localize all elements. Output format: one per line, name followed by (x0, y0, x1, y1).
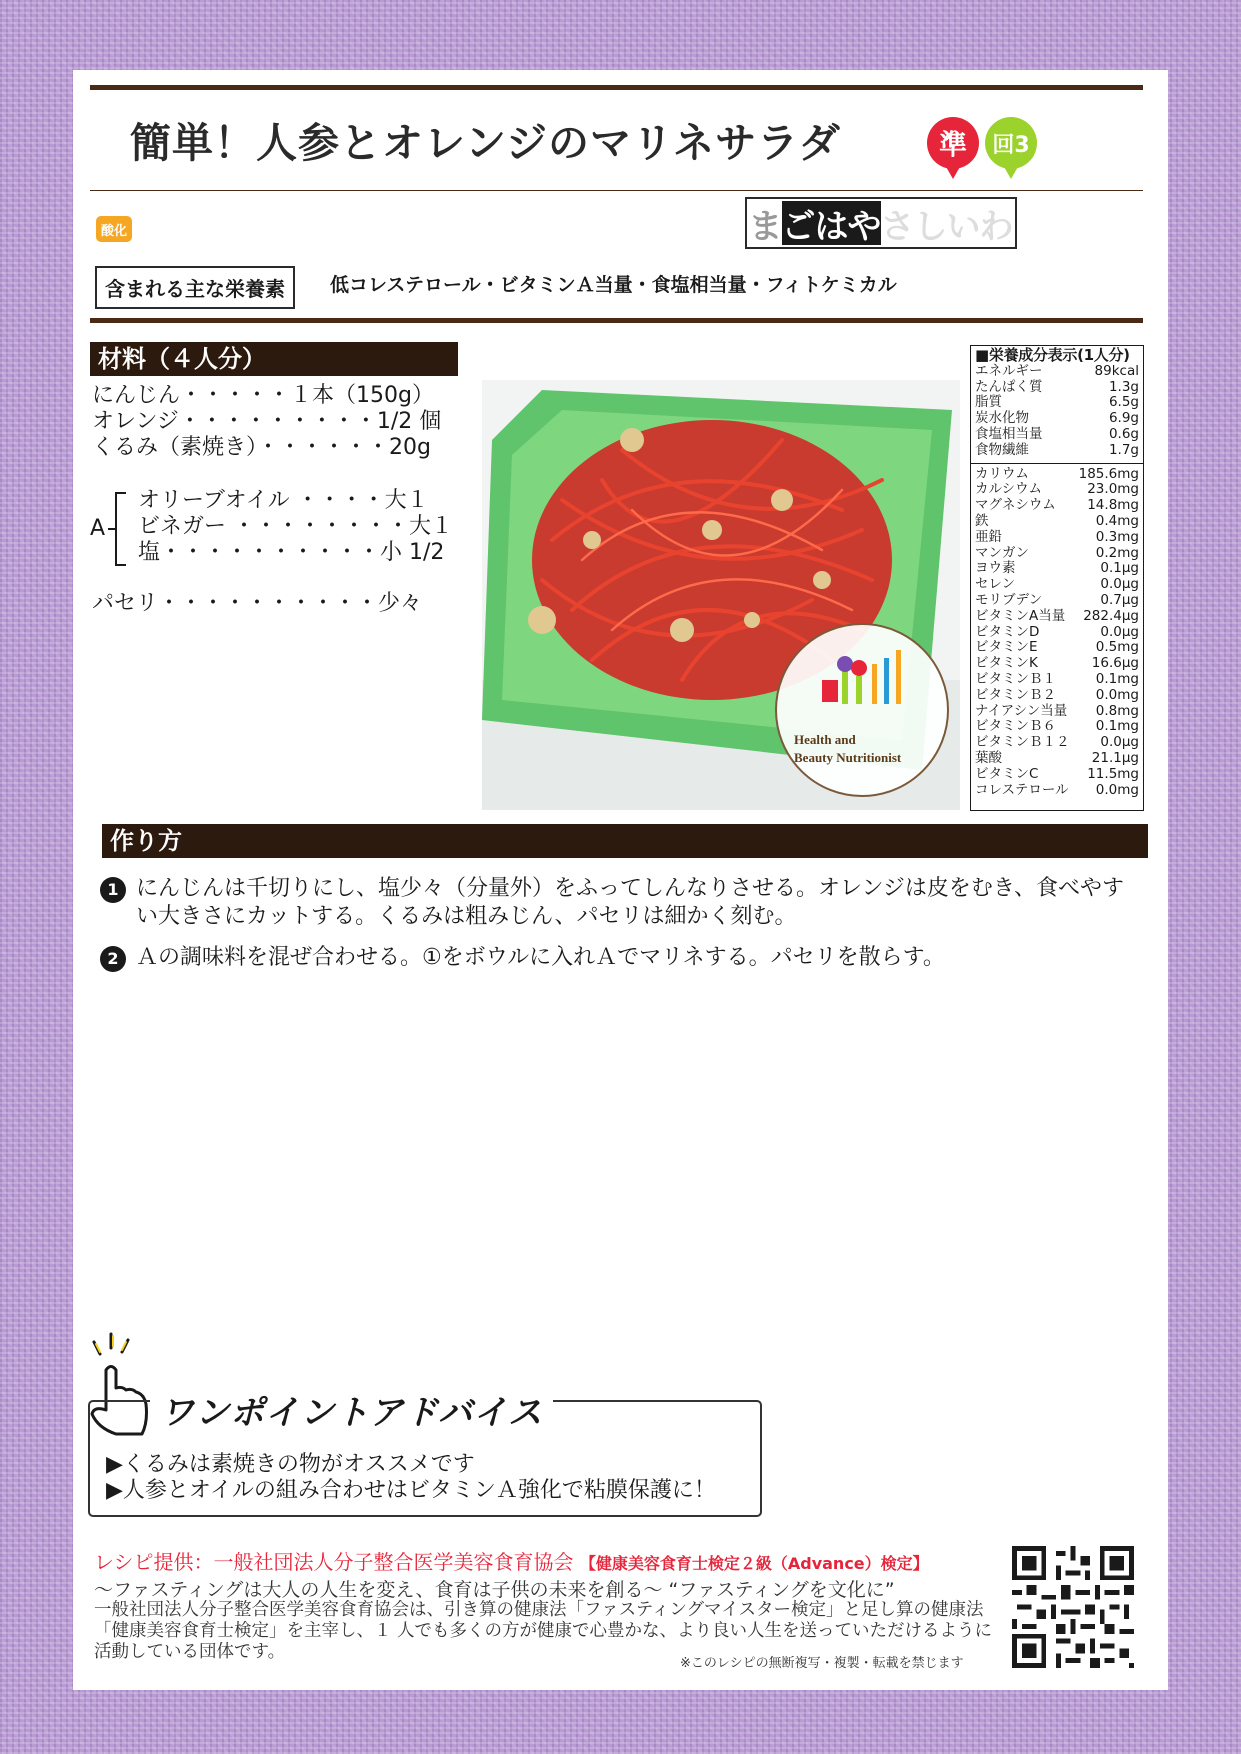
ingredient-item: くるみ（素焼き）・・・・・・20g (92, 435, 431, 460)
ingredient-item: にんじん・・・・・１本（150g） (92, 383, 434, 408)
nutrient-value: 0.0μg (1100, 576, 1139, 593)
nutrient-value: 0.5mg (1095, 639, 1139, 656)
nutrient-name: セレン (975, 576, 1016, 593)
seasoning-item: オリーブオイル ・・・・大１ (138, 488, 429, 513)
copyright-note: ※このレシピの無断複写・複製・転載を禁じます (680, 1656, 964, 1671)
nutrition-heading: ■栄養成分表示(1人分) (975, 346, 1130, 364)
kana-go: ご (782, 201, 815, 245)
nutrient-value: 0.0μg (1100, 734, 1139, 751)
nutrition-row (975, 467, 1139, 483)
nutrition-row (975, 672, 1139, 688)
nutrient-value: 14.8mg (1087, 497, 1139, 514)
nutrient-name: ビタミンＢ１２ (975, 734, 1070, 751)
nutrient-value: 0.6g (1108, 425, 1139, 442)
food-group-indicator (745, 197, 1017, 249)
step-text: にんじんは千切りにし、塩少々（分量外）をふってしんなりさせる。オレンジは皮をむき、食べやすい大きさにカットする。くるみは粗みじん、パセリは細かく刻む。 (136, 876, 1125, 929)
nutrition-row (975, 609, 1139, 625)
kana-i: い (947, 201, 980, 245)
nutrient-value: 0.3mg (1095, 528, 1139, 545)
ingredient-item: パセリ・・・・・・・・・・少々 (92, 591, 423, 616)
antioxidant-tag: 酸化 (96, 216, 132, 242)
nutrient-name: 葉酸 (975, 749, 1002, 766)
nutrient-name: マンガン (975, 544, 1029, 561)
nutrition-divider (971, 463, 1143, 464)
nutrient-value: 0.1mg (1095, 670, 1139, 687)
nutrition-row (975, 688, 1139, 704)
step-number: 2 (100, 946, 126, 972)
nutrient-name: ビタミンC (975, 765, 1039, 782)
nutrient-name: ビタミンE (975, 639, 1038, 656)
seasoning-group-label: A (90, 516, 106, 541)
dish-photo (482, 380, 960, 810)
nutrient-name: 脂質 (975, 394, 1002, 411)
seasoning-item: ビネガー ・・・・・・・・大１ (138, 514, 453, 539)
nutrition-row (975, 530, 1139, 546)
logo-text-line1: Health and (794, 732, 856, 747)
nutrition-row (975, 364, 1139, 380)
nutrient-value: 0.7μg (1100, 591, 1139, 608)
nutrition-row (975, 735, 1139, 751)
nutrient-value: 16.6μg (1091, 655, 1139, 672)
nutrient-name: カリウム (975, 465, 1029, 482)
nutrient-value: 282.4μg (1083, 607, 1139, 624)
nutrient-name: 亜鉛 (975, 528, 1002, 545)
nutrient-value: 6.9g (1108, 410, 1139, 427)
nutrient-value: 0.2mg (1095, 544, 1139, 561)
nutrient-name: たんぱく質 (975, 378, 1043, 395)
qr-code-icon[interactable] (1012, 1546, 1134, 1668)
nutrient-name: ビタミンA当量 (975, 607, 1066, 624)
nutrition-row (975, 561, 1139, 577)
nutrient-name: 食塩相当量 (975, 425, 1043, 442)
nutrition-row (975, 783, 1139, 799)
nutrient-value: 0.0μg (1100, 623, 1139, 640)
advice-line: ▶くるみは素焼きの物がオススメです (106, 1452, 475, 1477)
nutrition-row (975, 514, 1139, 530)
nutrient-name: カルシウム (975, 481, 1043, 498)
nutrient-value: 0.1mg (1095, 718, 1139, 735)
nutrition-mineral-rows (975, 467, 1139, 799)
credit-org: レシピ提供：一般社団法人分子整合医学美容食育協会 (94, 1550, 574, 1574)
nutrient-value: 6.5g (1108, 394, 1139, 411)
nutrition-row (975, 704, 1139, 720)
nutrient-value: 0.0mg (1095, 781, 1139, 798)
organization-description: 一般社団法人分子整合医学美容食育協会は、引き算の健康法「ファスティングマイスター検定」と足し算の健康法「健康美容食育士検定」を主宰し、１ 人でも多くの方が健康で心豊かな、より良い人生を送っていただけるように活動している団体です。 (94, 1600, 993, 1662)
kana-wa: わ (980, 201, 1013, 245)
nutrient-name: 食物繊維 (975, 441, 1029, 458)
nutrient-name: ビタミンＢ６ (975, 718, 1056, 735)
header-bottom-rule (90, 318, 1143, 323)
kana-shi: し (914, 201, 947, 245)
seasoning-item: 塩・・・・・・・・・・小 1/2 (138, 540, 445, 565)
nutrition-row (975, 427, 1139, 443)
nutrition-row (975, 751, 1139, 767)
nutrition-row (975, 395, 1139, 411)
nutrient-name: エネルギー (975, 362, 1043, 379)
seasoning-bracket (108, 490, 130, 568)
nutrition-row (975, 640, 1139, 656)
nutrient-value: 0.8mg (1095, 702, 1139, 719)
nutrition-row (975, 443, 1139, 459)
nutrient-name: コレステロール (975, 781, 1069, 798)
advice-line: ▶人参とオイルの組み合わせはビタミンＡ強化で粘膜保護に！ (106, 1478, 716, 1503)
nutrient-value: 11.5mg (1087, 765, 1139, 782)
method-step (100, 944, 1140, 972)
method-heading: 作り方 (102, 824, 1148, 858)
nutrient-value: 89kcal (1094, 362, 1139, 379)
nutrient-value: 1.7g (1108, 441, 1139, 458)
nutrition-row (975, 546, 1139, 562)
nutrient-value: 0.1μg (1100, 560, 1139, 577)
nutrition-row (975, 625, 1139, 641)
nutrition-row (975, 593, 1139, 609)
nutrient-name: ビタミンK (975, 655, 1038, 672)
nutrient-value: 21.1μg (1091, 749, 1139, 766)
method-step (100, 875, 1140, 931)
times-badge: 回3 (985, 117, 1037, 169)
nutrient-value: 23.0mg (1087, 481, 1139, 498)
nutrition-row (975, 498, 1139, 514)
prep-badge: 準 (927, 117, 979, 169)
nutrient-value: 185.6mg (1078, 465, 1139, 482)
kana-sa: さ (881, 201, 914, 245)
nutrition-row (975, 577, 1139, 593)
nutrition-row (975, 719, 1139, 735)
nutrient-name: ヨウ素 (975, 560, 1016, 577)
logo-text-line2: Beauty Nutritionist (794, 750, 902, 765)
nutrition-facts-table (970, 345, 1144, 811)
nutrient-value: 0.0mg (1095, 686, 1139, 703)
nutrient-name: ビタミンＢ１ (975, 670, 1056, 687)
nutrition-row (975, 767, 1139, 783)
nutrient-value: 0.4mg (1095, 512, 1139, 529)
step-number: 1 (100, 877, 126, 903)
recipe-title: 簡単！人参とオレンジのマリネサラダ (130, 119, 841, 167)
nutrient-name: マグネシウム (975, 497, 1056, 514)
nutrition-row (975, 482, 1139, 498)
credit-certification: 【健康美容食育士検定２級（Advance）検定】 (579, 1554, 929, 1573)
nutrient-name: 鉄 (975, 512, 989, 529)
nutrients-list: 低コレステロール・ビタミンＡ当量・食塩相当量・フィトケミカル (330, 274, 897, 296)
advice-heading: ワンポイントアドバイス (150, 1385, 553, 1434)
nutrients-label: 含まれる主な栄養素 (95, 266, 295, 309)
step-text: Ａの調味料を混ぜ合わせる。①をボウルに入れＡでマリネする。パセリを散らす。 (136, 945, 945, 970)
top-rule (90, 85, 1143, 90)
title-underline (90, 190, 1143, 191)
kana-ha: は (815, 201, 848, 245)
nutrient-name: 炭水化物 (975, 410, 1029, 427)
kana-ya: や (848, 201, 881, 245)
kana-ma: ま (749, 201, 782, 245)
recipe-credit (94, 1546, 929, 1575)
nutrition-main-rows (975, 364, 1139, 459)
nutrition-row (975, 411, 1139, 427)
nutrient-name: ビタミンＢ２ (975, 686, 1056, 703)
ingredients-heading: 材料（４人分） (90, 342, 458, 376)
nutrition-row (975, 656, 1139, 672)
nutrient-name: ナイアシン当量 (975, 702, 1068, 719)
nutrient-name: モリブデン (975, 591, 1043, 608)
nutrient-name: ビタミンD (975, 623, 1040, 640)
ingredient-item: オレンジ・・・・・・・・・1/2 個 (92, 409, 442, 434)
nutrient-value: 1.3g (1108, 378, 1139, 395)
motto: ～ファスティングは大人の人生を変え、食育は子供の未来を創る～ “ファスティングを文化に” (94, 1579, 895, 1601)
